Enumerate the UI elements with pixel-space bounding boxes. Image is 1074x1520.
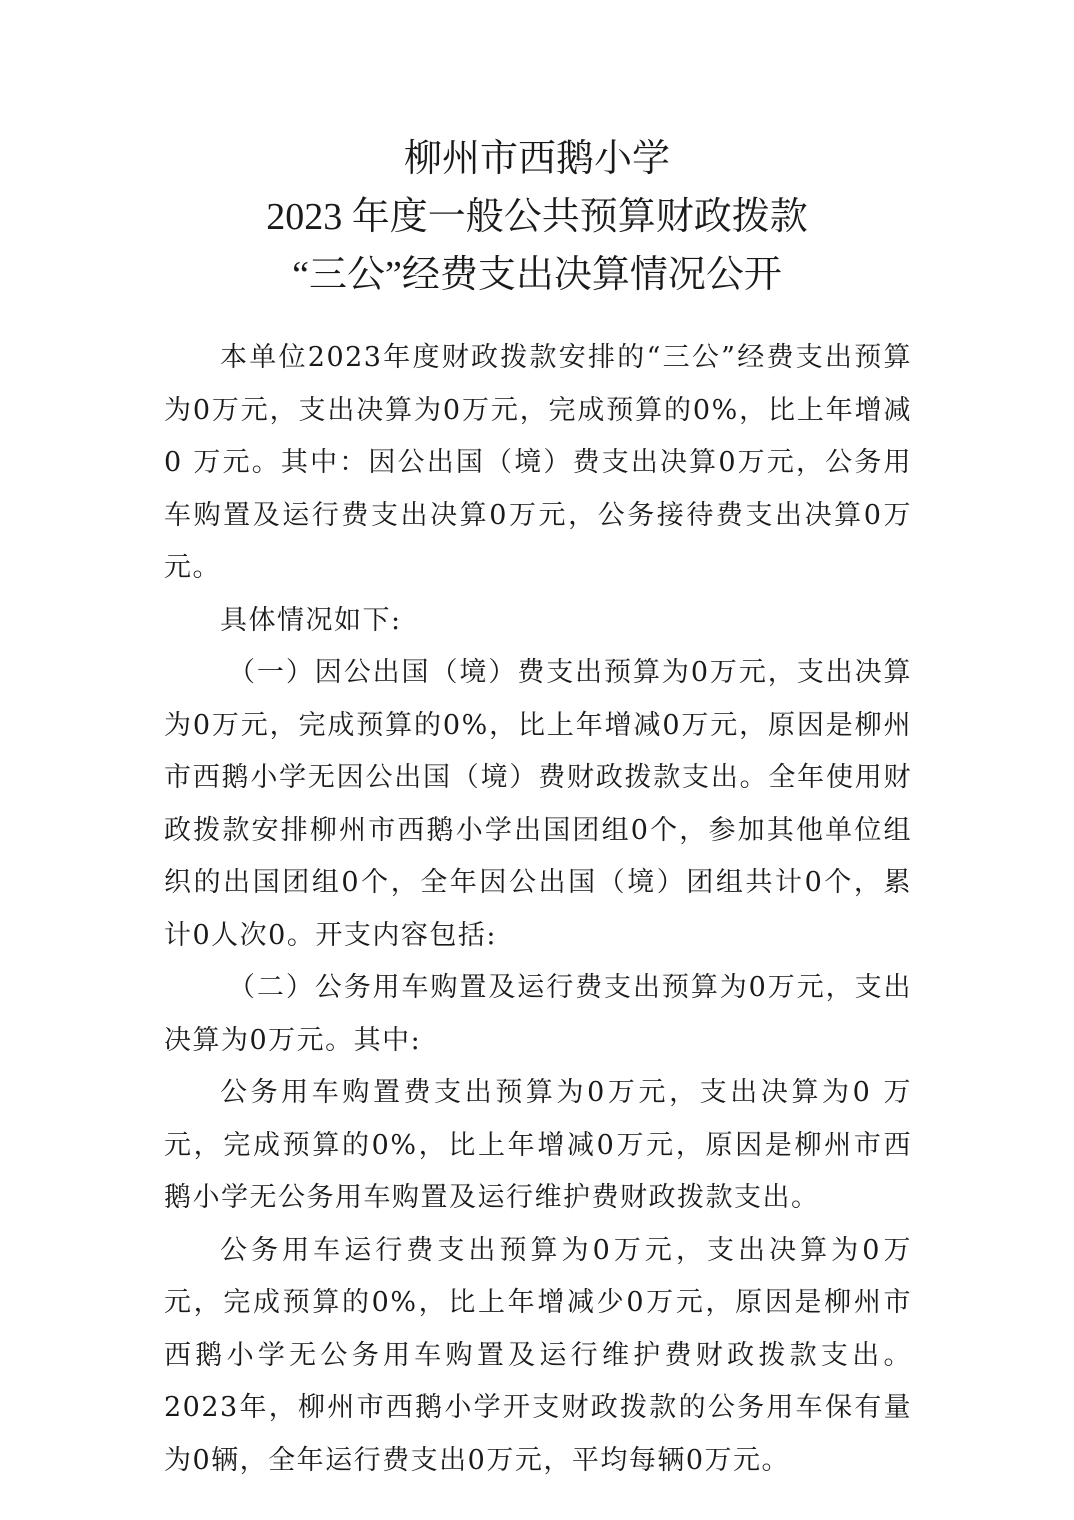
- paragraph-official-vehicles: （二）公务用车购置及运行费支出预算为0万元，支出决算为0万元。其中:: [164, 972, 912, 1056]
- document-body: [164, 332, 912, 1487]
- title-line-year-budget: 2023 年度一般公共预算财政拨款: [266, 196, 808, 238]
- paragraph-vehicle-operation: 公务用车运行费支出预算为0万元，支出决算为0万元，完成预算的0%，比上年增减少0万元，原因是柳州市西鹅小学无公务用车购置及运行维护费财政拨款支出。2023年，柳州市西鹅小学开支财政拨款的公务用车保有量为0辆，全年运行费支出0万元，平均每辆0万元。: [164, 1234, 912, 1476]
- paragraph-overseas-travel: （一）因公出国（境）费支出预算为0万元，支出决算为0万元，完成预算的0%，比上年增减0万元，原因是柳州市西鹅小学无因公出国（境）费财政拨款支出。全年使用财政拨款安排柳州市西鹅小学出国团组0个，参加其他单位组织的出国团组0个，全年因公出国（境）团组共计0个，累计0人次0。开支内容包括:: [164, 657, 912, 951]
- paragraph-summary: 本单位2023年度财政拨款安排的“三公”经费支出预算为0万元，支出决算为0万元，完成预算的0%，比上年增减0 万元。其中：因公出国（境）费支出决算0万元，公务用车购置及运行费支出决算0万元，公务接待费支出决算0万元。: [164, 342, 912, 583]
- title-line-organization: 柳州市西鹅小学: [403, 138, 670, 180]
- title-line-subject: “三公”经费支出决算情况公开: [292, 254, 782, 296]
- paragraph-vehicle-purchase: 公务用车购置费支出预算为0万元，支出决算为0 万元，完成预算的0%，比上年增减0万元，原因是柳州市西鹅小学无公务用车购置及运行维护费财政拨款支出。: [164, 1077, 912, 1213]
- document-title: [0, 130, 1074, 304]
- paragraph-details-intro: 具体情况如下:: [220, 604, 402, 636]
